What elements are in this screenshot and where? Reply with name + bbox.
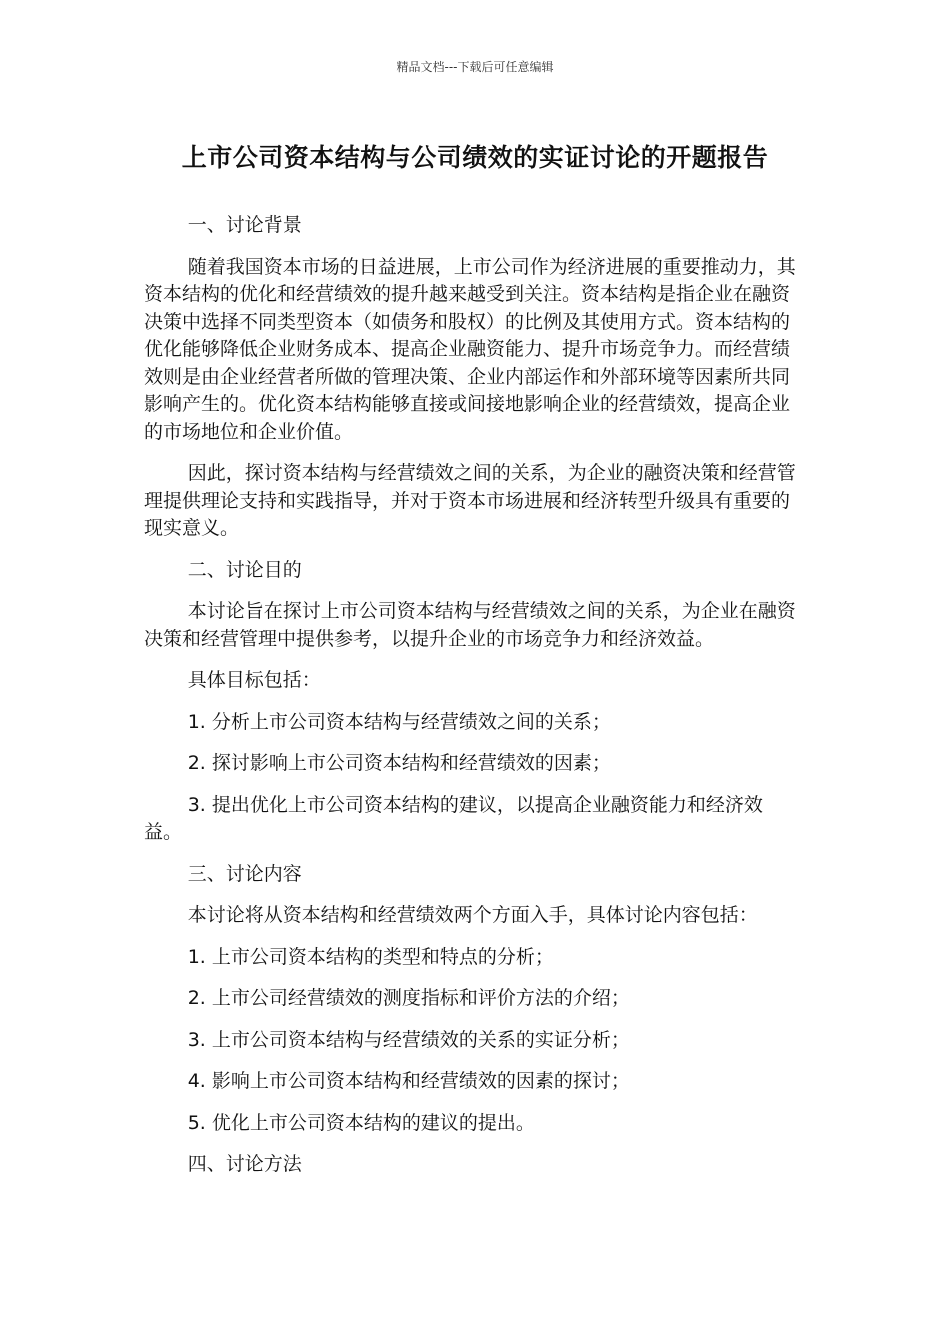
list-item: 3. 提出优化上市公司资本结构的建议，以提高企业融资能力和经济效益。 <box>144 793 763 843</box>
list-item: 1. 分析上市公司资本结构与经营绩效之间的关系； <box>187 710 611 733</box>
document-body <box>144 212 800 1193</box>
section-heading-background: 一、讨论背景 <box>187 214 302 236</box>
list-item: 4. 影响上市公司资本结构和经营绩效的因素的探讨； <box>187 1070 630 1092</box>
paragraph-background-2: 因此，探讨资本结构与经营绩效之间的关系，为企业的融资决策和经营管理提供理论支持和实践指导，并对于资本市场进展和经济转型升级具有重要的现实意义。 <box>144 462 796 539</box>
document-title: 上市公司资本结构与公司绩效的实证讨论的开题报告 <box>181 143 769 172</box>
section-heading-method: 四、讨论方法 <box>187 1153 302 1175</box>
list-item: 3. 上市公司资本结构与经营绩效的关系的实证分析； <box>187 1028 630 1051</box>
section-heading-content: 三、讨论内容 <box>187 862 302 885</box>
paragraph-content-intro: 本讨论将从资本结构和经营绩效两个方面入手，具体讨论内容包括： <box>187 904 758 926</box>
header-note: 精品文档---下载后可任意编辑 <box>396 60 554 74</box>
section-heading-purpose: 二、讨论目的 <box>187 558 302 581</box>
paragraph-goals-intro: 具体目标包括： <box>187 669 321 691</box>
paragraph-background-1: 随着我国资本市场的日益进展，上市公司作为经济进展的重要推动力，其资本结构的优化和经营绩效的提升越来越受到关注。资本结构是指企业在融资决策中选择不同类型资本（如债务和股权）的比例及其使用方式。资本结构的优化能够降低企业财务成本、提高企业融资能力、提升市场竞争力。而经营绩效则是由企业经营者所做的管理决策、企业内部运作和外部环境等因素所共同影响产生的。优化资本结构能够直接或间接地影响企业的经营绩效，提高企业的市场地位和企业价值。 <box>144 255 796 443</box>
list-item: 1. 上市公司资本结构的类型和特点的分析； <box>187 945 554 968</box>
list-item: 5. 优化上市公司资本结构的建议的提出。 <box>187 1111 535 1134</box>
list-item: 2. 上市公司经营绩效的测度指标和评价方法的介绍； <box>187 987 630 1009</box>
paragraph-purpose: 本讨论旨在探讨上市公司资本结构与经营绩效之间的关系，为企业在融资决策和经营管理中提供参考，以提升企业的市场竞争力和经济效益。 <box>144 600 796 650</box>
list-item: 2. 探讨影响上市公司资本结构和经营绩效的因素； <box>187 752 611 774</box>
